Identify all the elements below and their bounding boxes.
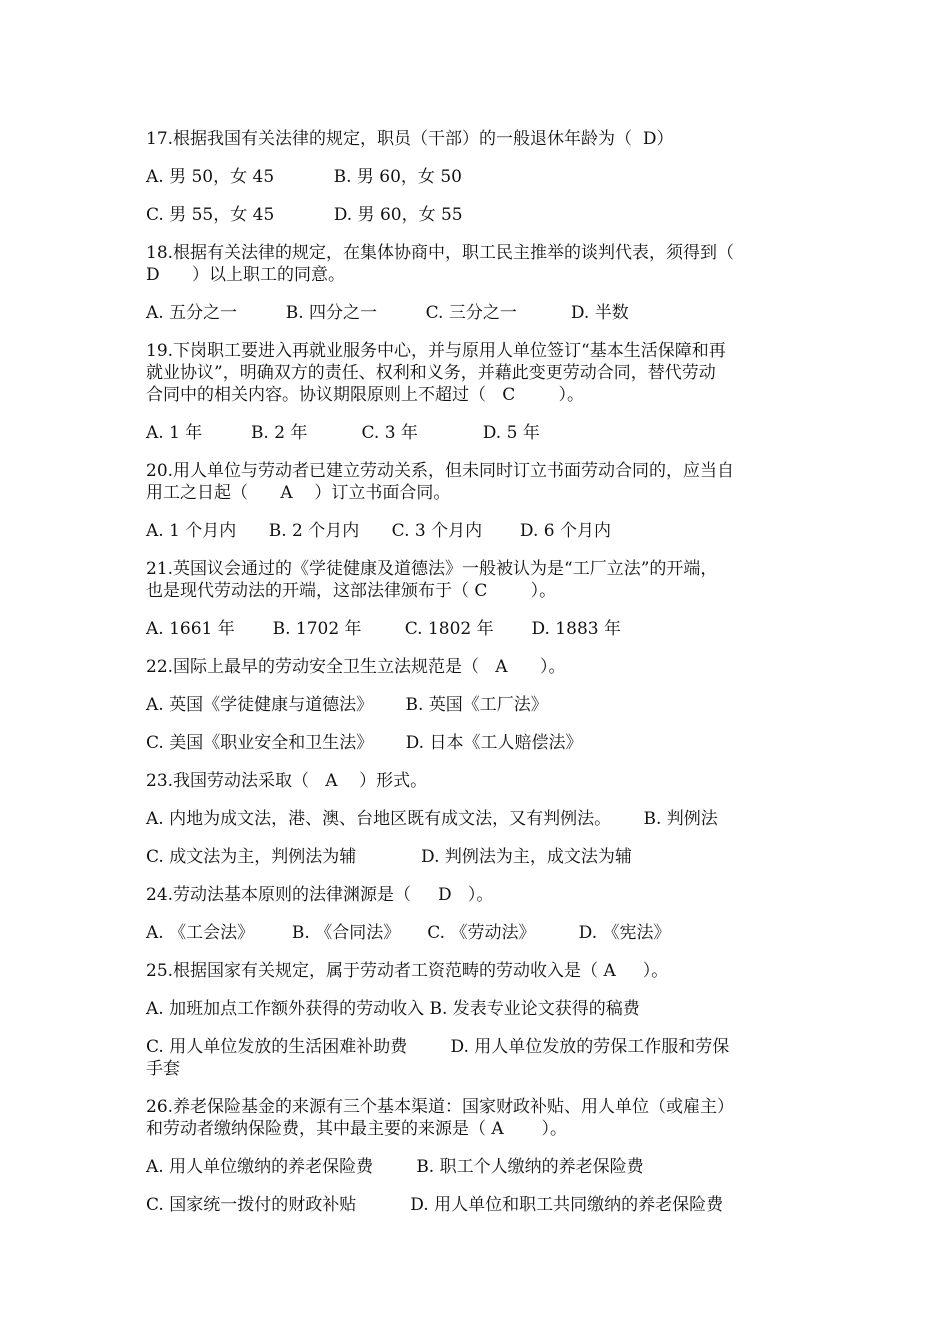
question-20-stem-line1: 20.用人单位与劳动者已建立劳动关系，但未同时订立书面劳动合同的，应当自 [146, 461, 735, 481]
question-22-stem: 22.国际上最早的劳动安全卫生立法规范是（ A ）。 [146, 657, 566, 677]
question-26-stem-line1: 26.养老保险基金的来源有三个基本渠道：国家财政补贴、用人单位（或雇主） [146, 1097, 735, 1117]
question-26-options-cd: C. 国家统一拨付的财政补贴 D. 用人单位和职工共同缴纳的养老保险费 [146, 1195, 724, 1215]
question-22-options-ab: A. 英国《学徒健康与道德法》 B. 英国《工厂法》 [146, 695, 548, 715]
question-21-stem-line1: 21.英国议会通过的《学徒健康及道德法》一般被认为是“工厂立法”的开端， [146, 559, 718, 579]
question-21-options: A. 1661 年 B. 1702 年 C. 1802 年 D. 1883 年 [146, 619, 621, 639]
question-21-stem-line2: 也是现代劳动法的开端，这部法律颁布于（ C ）。 [146, 581, 557, 601]
question-19-stem-line2: 就业协议”，明确双方的责任、权利和义务，并藉此变更劳动合同，替代劳动 [146, 363, 716, 383]
question-23-options-ab: A. 内地为成文法，港、澳、台地区既有成文法，又有判例法。 B. 判例法 [146, 809, 718, 829]
question-19-stem-line3: 合同中的相关内容。协议期限原则上不超过（ C ）。 [146, 385, 584, 405]
question-19-stem-line1: 19.下岗职工要进入再就业服务中心，并与原用人单位签订“基本生活保障和再 [146, 341, 726, 361]
question-22-options-cd: C. 美国《职业安全和卫生法》 D. 日本《工人赔偿法》 [146, 733, 583, 753]
question-25-options-ab: A. 加班加点工作额外获得的劳动收入 B. 发表专业论文获得的稿费 [146, 999, 640, 1019]
question-24-stem: 24.劳动法基本原则的法律渊源是（ D ）。 [146, 885, 494, 905]
question-23-options-cd: C. 成文法为主，判例法为辅 D. 判例法为主，成文法为辅 [146, 847, 632, 867]
question-19-options: A. 1 年 B. 2 年 C. 3 年 D. 5 年 [146, 423, 540, 443]
question-25-options-cd-line1: C. 用人单位发放的生活困难补助费 D. 用人单位发放的劳保工作服和劳保 [146, 1037, 730, 1057]
question-24-options: A. 《工会法》 B. 《合同法》 C. 《劳动法》 D. 《宪法》 [146, 923, 671, 943]
question-23-stem: 23.我国劳动法采取（ A ）形式。 [146, 771, 428, 791]
question-17-options-ab: A. 男 50，女 45 B. 男 60，女 50 [146, 167, 462, 187]
question-17-stem: 17.根据我国有关法律的规定，职员（干部）的一般退休年龄为（ D） [146, 129, 674, 149]
question-18-stem-line2: D ）以上职工的同意。 [146, 265, 346, 285]
question-26-options-ab: A. 用人单位缴纳的养老保险费 B. 职工个人缴纳的养老保险费 [146, 1157, 644, 1177]
question-25-options-cd-line2: 手套 [146, 1059, 180, 1079]
question-20-stem-line2: 用工之日起（ A ）订立书面合同。 [146, 483, 451, 503]
question-25-stem: 25.根据国家有关规定，属于劳动者工资范畴的劳动收入是（ A ）。 [146, 961, 669, 981]
question-17-options-cd: C. 男 55，女 45 D. 男 60，女 55 [146, 205, 463, 225]
question-20-options: A. 1 个月内 B. 2 个月内 C. 3 个月内 D. 6 个月内 [146, 521, 611, 541]
question-18-stem-line1: 18.根据有关法律的规定，在集体协商中，职工民主推举的谈判代表，须得到（ [146, 243, 735, 263]
question-26-stem-line2: 和劳动者缴纳保险费，其中最主要的来源是（ A ）。 [146, 1119, 568, 1139]
question-18-options: A. 五分之一 B. 四分之一 C. 三分之一 D. 半数 [146, 303, 629, 323]
